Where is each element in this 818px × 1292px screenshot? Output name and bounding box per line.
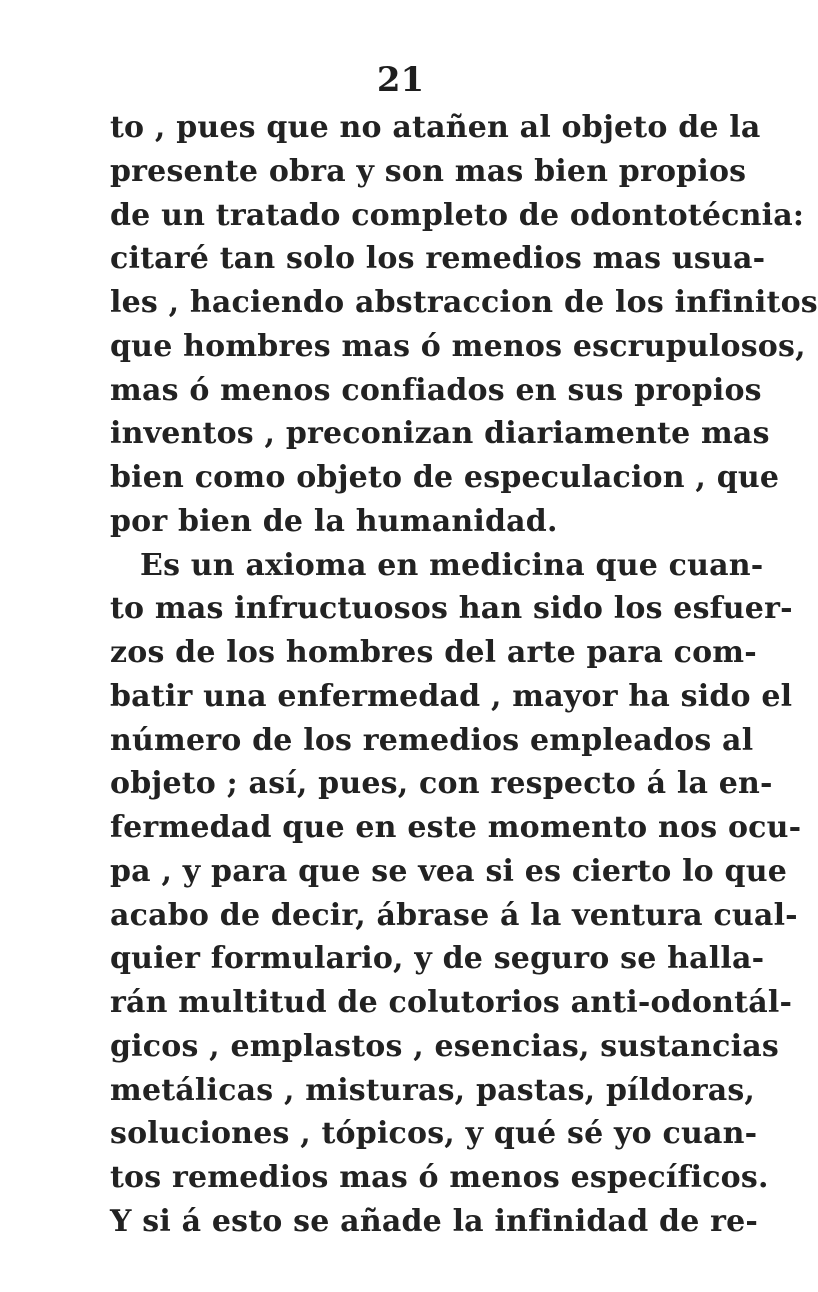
text-line: Y si á esto se añade la infinidad de re- (110, 1203, 759, 1239)
text-line: fermedad que en este momento nos ocu- (110, 810, 802, 845)
text-line: to , pues que no atañen al objeto de la (110, 110, 761, 145)
text-line: to mas infructuosos han sido los esfuer- (110, 591, 793, 627)
text-line: que hombres mas ó menos escrupulosos, (110, 328, 806, 364)
text-line: rán multitud de colutorios anti-odontál- (110, 985, 793, 1020)
text-line: gicos , emplastos , esencias, sustancias (110, 1028, 779, 1064)
text-line: mas ó menos confiados en sus propios (110, 372, 762, 408)
text-line: citaré tan solo los remedios mas usua- (110, 241, 766, 277)
body-text (110, 106, 818, 1244)
text-line: tos remedios mas ó menos específicos. (110, 1160, 769, 1195)
text-line: zos de los hombres del arte para com- (110, 635, 757, 670)
paragraph-start-line: Es un axioma en medicina que cuan- (140, 547, 764, 583)
text-line: metálicas , misturas, pastas, píldoras, (110, 1072, 756, 1108)
text-line: bien como objeto de especulacion , que (110, 460, 780, 495)
text-line: les , haciendo abstraccion de los infinitos (110, 285, 818, 320)
text-line: soluciones , tópicos, y qué sé yo cuan- (110, 1116, 758, 1152)
text-line: pa , y para que se vea si es cierto lo que (110, 853, 788, 889)
page-number: 21 (376, 60, 425, 100)
text-line: de un tratado completo de odontotécnia: (110, 197, 805, 233)
text-line: presente obra y son mas bien propios (110, 153, 747, 189)
text-line: por bien de la humanidad. (110, 503, 558, 539)
text-line: objeto ; así, pues, con respecto á la en- (110, 766, 773, 802)
text-line: batir una enfermedad , mayor ha sido el (110, 678, 793, 714)
text-line: número de los remedios empleados al (110, 722, 754, 758)
text-line: inventos , preconizan diariamente mas (110, 416, 770, 452)
text-line: quier formulario, y de seguro se halla- (110, 941, 765, 977)
text-line: acabo de decir, ábrase á la ventura cual- (110, 897, 798, 933)
